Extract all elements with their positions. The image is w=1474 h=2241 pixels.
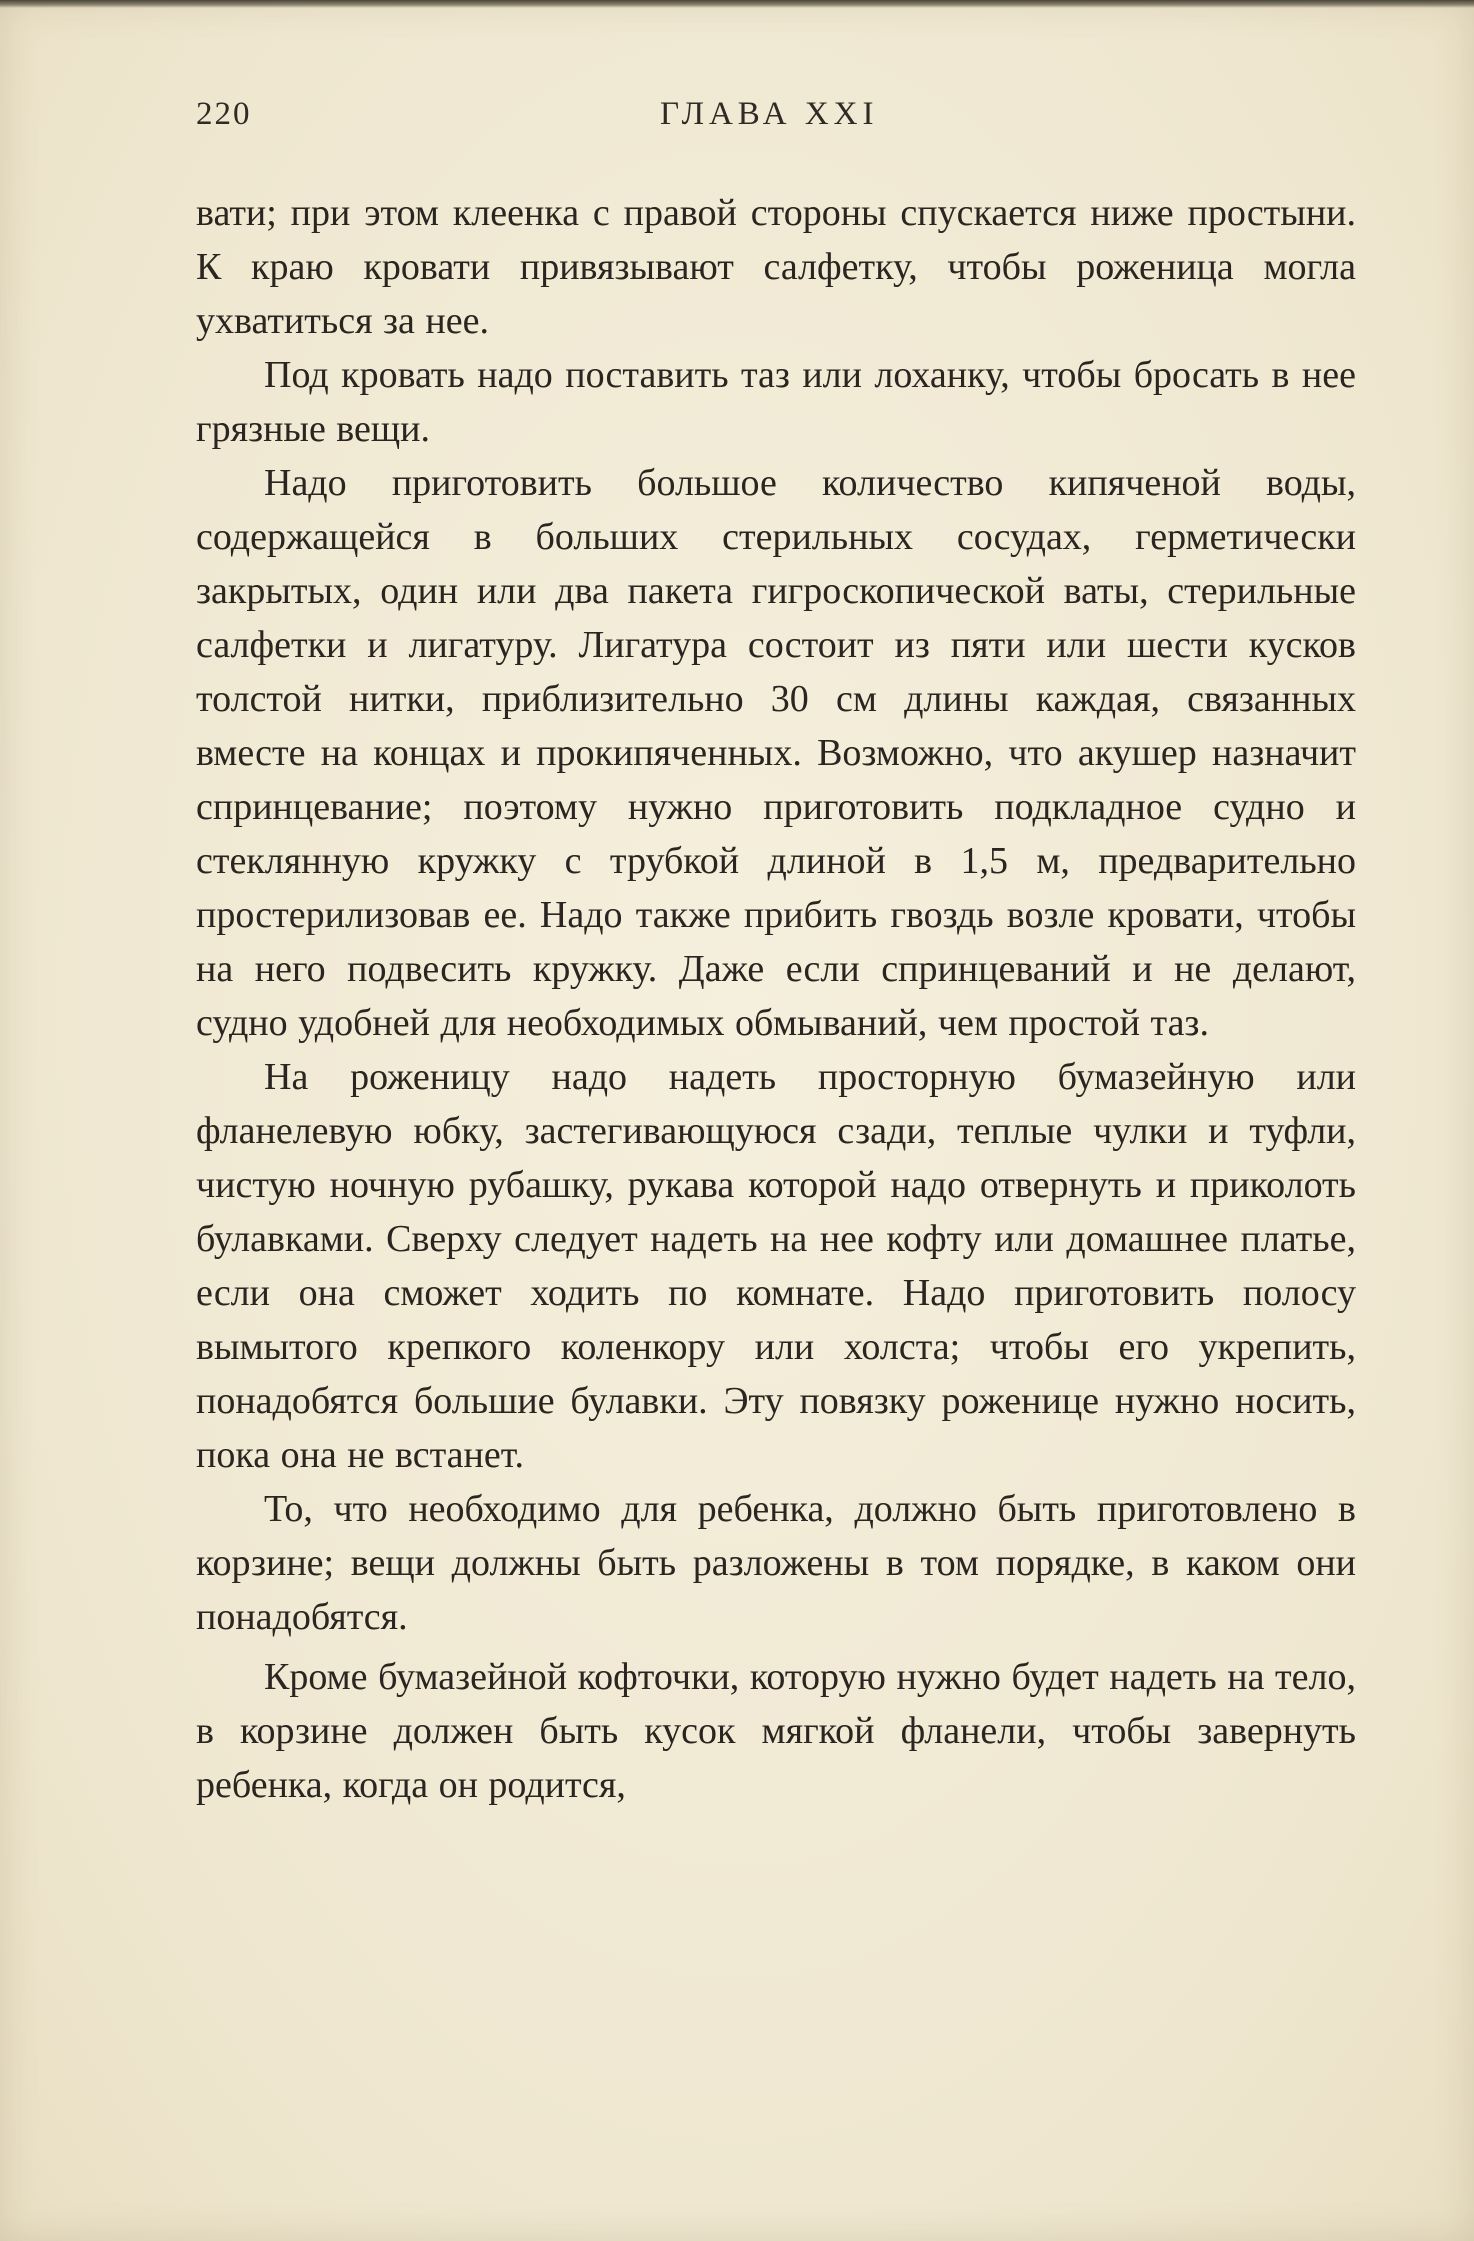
page-header	[196, 96, 1356, 144]
paragraph: То, что необходимо для ребенка, должно быть приготовлено в корзине; вещи должны быть разложены в том порядке, в каком они понадобятся.	[196, 1488, 1356, 1638]
paragraph: На роженицу надо надеть просторную бумазейную или фланелевую юбку, застегивающуюся сзади, теплые чулки и туфли, чистую ночную рубашку, рукава которой надо отвернуть и приколоть булавками. Сверху следует надеть на нее кофту или домашнее платье, если она сможет ходить по комнате. Надо приготовить полосу вымытого крепкого коленкору или холста; чтобы его укрепить, понадобятся большие булавки. Эту повязку роженице нужно носить, пока она не встанет.	[196, 1056, 1356, 1476]
paragraph: вати; при этом клеенка с правой стороны спускается ниже простыни. К краю кровати привязывают салфетку, чтобы роженица могла ухватиться за нее.	[196, 192, 1356, 342]
body-text	[196, 186, 1356, 1812]
running-head: ГЛАВА XXI	[660, 96, 879, 132]
paragraph: Кроме бумазейной кофточки, которую нужно будет надеть на тело, в корзине должен быть кусок мягкой фланели, чтобы завернуть ребенка, когда он родится,	[196, 1656, 1356, 1806]
paragraph: Под кровать надо поставить таз или лоханку, чтобы бросать в нее грязные вещи.	[196, 354, 1356, 450]
page-number: 220	[196, 96, 252, 132]
paragraph: Надо приготовить большое количество кипяченой воды, содержащейся в больших стерильных сосудах, герметически закрытых, один или два пакета гигроскопической ваты, стерильные салфетки и лигатуру. Лигатура состоит из пяти или шести кусков толстой нитки, приблизительно 30 см длины каждая, связанных вместе на концах и прокипяченных. Возможно, что акушер назначит спринцевание; поэтому нужно приготовить подкладное судно и стеклянную кружку с трубкой длиной в 1,5 м, предварительно простерилизовав ее. Надо также прибить гвоздь возле кровати, чтобы на него подвесить кружку. Даже если спринцеваний и не делают, судно удобней для необходимых обмываний, чем простой таз.	[196, 462, 1356, 1044]
page-top-edge	[0, 0, 1474, 8]
